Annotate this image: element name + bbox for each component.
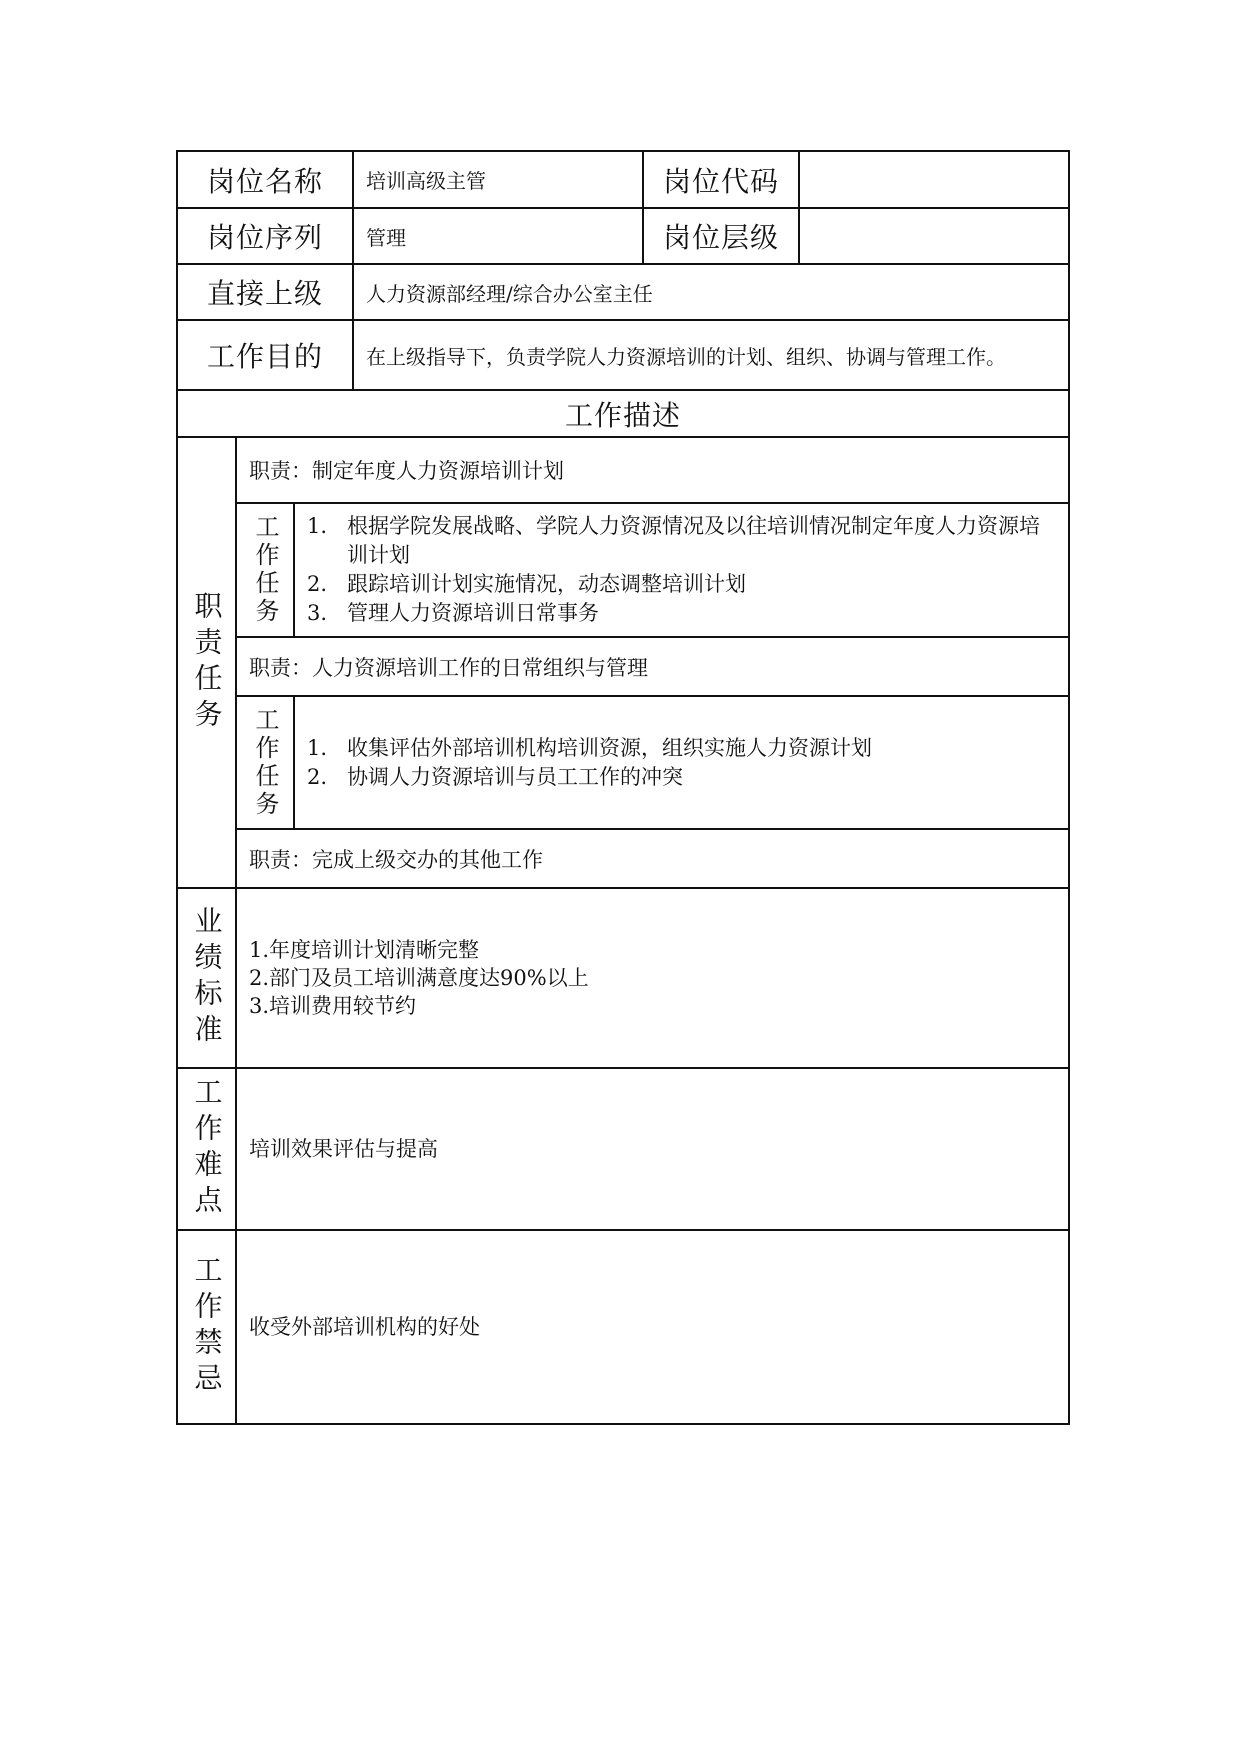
duty-title: 职责：完成上级交办的其他工作 [249,847,543,872]
list-item [307,599,1060,628]
task-text: 收集评估外部培训机构培训资源，组织实施人力资源计划 [347,735,872,760]
post-level-value [800,209,1068,263]
purpose-value: 在上级指导下，负责学院人力资源培训的计划、组织、协调与管理工作。 [366,344,1006,369]
task-number: 1. [307,735,328,760]
post-code-label: 岗位代码 [662,164,779,198]
task-text: 管理人力资源培训日常事务 [347,601,599,625]
description-title: 工作描述 [564,398,681,432]
task-list [295,697,1068,828]
taboo-text: 收受外部培训机构的好处 [249,1315,480,1339]
list-item [307,512,1060,570]
duties-label: 职责任务 [190,590,224,735]
purpose-label: 工作目的 [206,340,323,373]
task-number: 1. [307,514,328,538]
duty-title: 职责：人力资源培训工作的日常组织与管理 [249,655,648,680]
list-item [307,734,1060,763]
list-item: 3.培训费用较节约 [249,994,417,1018]
task-number: 3. [307,601,328,625]
post-name-value: 培训高级主管 [366,169,486,193]
task-number: 2. [307,572,328,596]
taboo-label: 工作禁忌 [190,1255,224,1399]
post-code-value [800,152,1068,207]
list-item [307,763,1060,792]
difficulty-label: 工作难点 [190,1077,224,1221]
task-text: 根据学院发展战略、学院人力资源情况及以往培训情况制定年度人力资源培训计划 [347,514,1040,567]
duty-title: 职责：制定年度人力资源培训计划 [249,459,564,483]
post-level-label: 岗位层级 [662,221,779,254]
post-name-label: 岗位名称 [206,164,323,198]
task-number: 2. [307,764,328,789]
list-item: 2.部门及员工培训满意度达90%以上 [249,966,589,990]
task-label: 工作任务 [251,514,279,626]
supervisor-value: 人力资源部经理/综合办公室主任 [366,281,653,306]
list-item: 1.年度培训计划清晰完整 [249,938,480,962]
task-list [295,504,1068,636]
performance-list [237,889,1068,1067]
list-item [307,570,1060,599]
task-label: 工作任务 [251,706,279,819]
performance-label: 业绩标准 [190,906,224,1050]
post-series-value: 管理 [366,225,406,250]
post-series-label: 岗位序列 [206,221,323,254]
task-text: 跟踪培训计划实施情况，动态调整培训计划 [347,572,746,596]
difficulty-text: 培训效果评估与提高 [249,1137,438,1161]
job-description-table [176,150,1070,1425]
supervisor-label: 直接上级 [206,277,323,310]
task-text: 协调人力资源培训与员工工作的冲突 [347,764,683,789]
